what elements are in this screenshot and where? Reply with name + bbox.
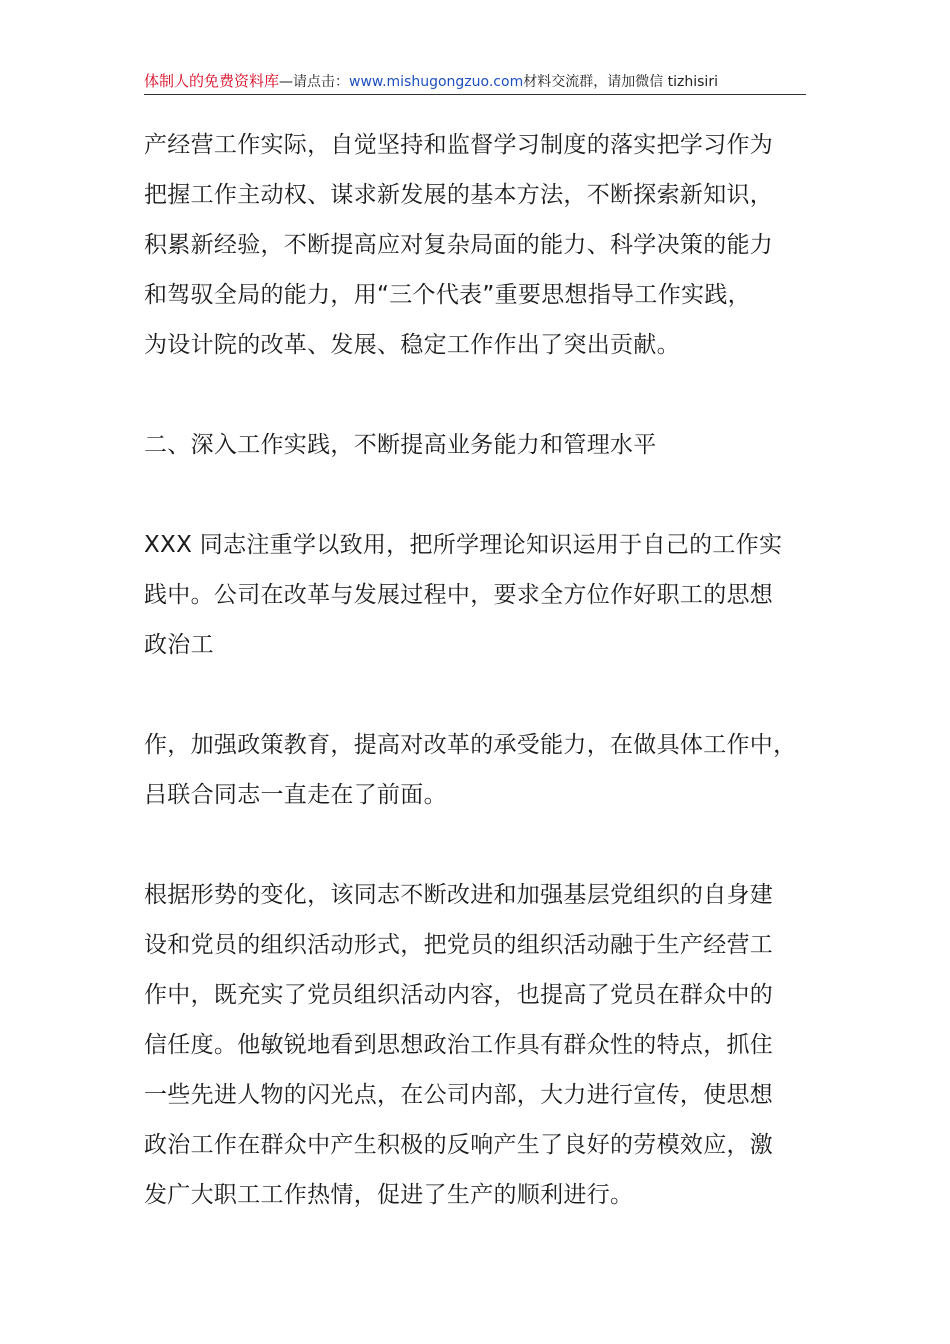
paragraph-line: 设和党员的组织活动形式，把党员的组织活动融于生产经营工 bbox=[144, 932, 774, 958]
paragraph-line: 产经营工作实际，自觉坚持和监督学习制度的落实把学习作为 bbox=[144, 132, 774, 158]
paragraph-line: 和驾驭全局的能力，用“三个代表”重要思想指导工作实践， bbox=[144, 282, 751, 308]
header-tail: 材料交流群，请加微信 tizhisiri bbox=[523, 74, 718, 90]
paragraph-line: 一些先进人物的闪光点，在公司内部，大力进行宣传，使思想 bbox=[144, 1082, 774, 1108]
document-body bbox=[144, 120, 824, 1220]
paragraph-line: 政治工作在群众中产生积极的反响产生了良好的劳模效应，激 bbox=[144, 1132, 774, 1158]
paragraph-line: 根据形势的变化，该同志不断改进和加强基层党组织的自身建 bbox=[144, 882, 774, 908]
paragraph-gap bbox=[144, 370, 824, 420]
paragraph-gap bbox=[144, 470, 824, 520]
paragraph-line: 政治工 bbox=[144, 632, 214, 658]
paragraph-3 bbox=[144, 720, 824, 820]
paragraph-gap bbox=[144, 820, 824, 870]
paragraph-line: 发广大职工工作热情，促进了生产的顺利进行。 bbox=[144, 1182, 634, 1208]
paragraph-line: 践中。公司在改革与发展过程中，要求全方位作好职工的思想 bbox=[144, 582, 774, 608]
paragraph-line: 积累新经验，不断提高应对复杂局面的能力、科学决策的能力 bbox=[144, 232, 774, 258]
paragraph-line: 作中，既充实了党员组织活动内容，也提高了党员在群众中的 bbox=[144, 982, 774, 1008]
paragraph-1 bbox=[144, 120, 824, 370]
page-header bbox=[144, 68, 806, 95]
paragraph-gap bbox=[144, 670, 824, 720]
header-brand: 体制人的免费资料库 bbox=[144, 72, 280, 90]
paragraph-line: 作，加强政策教育，提高对改革的承受能力，在做具体工作中， bbox=[144, 732, 797, 758]
paragraph-line: 把握工作主动权、谋求新发展的基本方法，不断探索新知识， bbox=[144, 182, 774, 208]
paragraph-4 bbox=[144, 870, 824, 1220]
paragraph-line: XXX 同志注重学以致用，把所学理论知识运用于自己的工作实 bbox=[144, 532, 783, 558]
paragraph-2 bbox=[144, 520, 824, 670]
section-heading: 二、深入工作实践，不断提高业务能力和管理水平 bbox=[144, 432, 657, 458]
header-url-link[interactable]: www.mishugongzuo.com bbox=[349, 74, 524, 90]
paragraph-line: 为设计院的改革、发展、稳定工作作出了突出贡献。 bbox=[144, 332, 680, 358]
header-prompt: —请点击： bbox=[279, 74, 350, 90]
paragraph-line: 吕联合同志一直走在了前面。 bbox=[144, 782, 447, 808]
paragraph-line: 信任度。他敏锐地看到思想政治工作具有群众性的特点，抓住 bbox=[144, 1032, 774, 1058]
